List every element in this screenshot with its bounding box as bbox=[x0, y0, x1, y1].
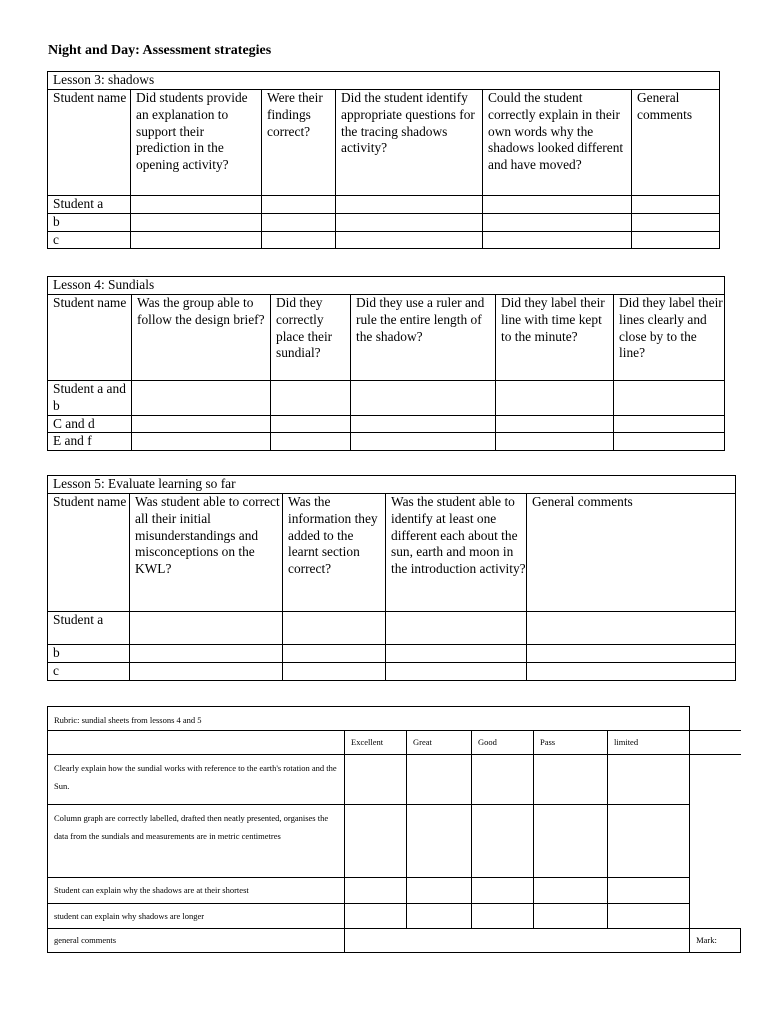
answer-cell[interactable] bbox=[283, 645, 386, 663]
general-comments-field[interactable] bbox=[345, 929, 690, 953]
criterion-label: Student can explain why the shadows are at their shortest bbox=[48, 878, 345, 904]
column-header: Was the information they added to the learnt section correct? bbox=[283, 494, 386, 612]
column-header: Did they correctly place their sundial? bbox=[271, 295, 351, 381]
answer-cell[interactable] bbox=[614, 433, 725, 451]
answer-cell[interactable] bbox=[351, 415, 496, 433]
rubric-cell[interactable] bbox=[345, 878, 407, 904]
spacer-cell bbox=[690, 731, 741, 755]
answer-cell[interactable] bbox=[283, 662, 386, 680]
answer-cell[interactable] bbox=[614, 381, 725, 416]
row-label: b bbox=[48, 645, 130, 663]
spacer-cell bbox=[690, 755, 741, 805]
column-header: Did they label their lines clearly and close by to the line? bbox=[614, 295, 725, 381]
spacer-cell bbox=[690, 904, 741, 929]
answer-cell[interactable] bbox=[632, 213, 720, 231]
answer-cell[interactable] bbox=[386, 645, 527, 663]
table-row bbox=[48, 612, 736, 645]
criterion-label: Column graph are correctly labelled, drafted then neatly presented, organises the data from the sundials and measurements are in metric centimetres bbox=[48, 805, 345, 878]
answer-cell[interactable] bbox=[386, 662, 527, 680]
column-header: Did the student identify appropriate questions for the tracing shadows activity? bbox=[336, 90, 483, 196]
answer-cell[interactable] bbox=[614, 415, 725, 433]
lesson-3-heading: Lesson 3: shadows bbox=[48, 72, 720, 90]
answer-cell[interactable] bbox=[386, 612, 527, 645]
column-header: Was student able to correct all their initial misunderstandings and misconceptions on the KWL? bbox=[130, 494, 283, 612]
row-label: Student a bbox=[48, 612, 130, 645]
table-row bbox=[48, 662, 736, 680]
rubric-cell[interactable] bbox=[472, 904, 534, 929]
table-row bbox=[48, 433, 725, 451]
answer-cell[interactable] bbox=[527, 662, 736, 680]
column-header: Did they label their line with time kept to the minute? bbox=[496, 295, 614, 381]
rubric-cell[interactable] bbox=[407, 904, 472, 929]
rubric-cell[interactable] bbox=[534, 904, 608, 929]
column-header: Could the student correctly explain in their own words why the shadows looked different and have moved? bbox=[483, 90, 632, 196]
column-header: Was the student able to identify at least one different each about the sun, earth and moon in the introduction activity? bbox=[386, 494, 527, 612]
lesson-4-heading: Lesson 4: Sundials bbox=[48, 277, 725, 295]
table-row bbox=[48, 645, 736, 663]
answer-cell[interactable] bbox=[496, 415, 614, 433]
column-header: General comments bbox=[632, 90, 720, 196]
rubric-cell[interactable] bbox=[472, 755, 534, 805]
table-row bbox=[48, 904, 741, 929]
table-row bbox=[48, 755, 741, 805]
answer-cell[interactable] bbox=[336, 231, 483, 249]
answer-cell[interactable] bbox=[132, 381, 271, 416]
answer-cell[interactable] bbox=[351, 433, 496, 451]
answer-cell[interactable] bbox=[496, 433, 614, 451]
level-header: limited bbox=[608, 731, 690, 755]
answer-cell[interactable] bbox=[271, 415, 351, 433]
answer-cell[interactable] bbox=[336, 196, 483, 214]
answer-cell[interactable] bbox=[527, 612, 736, 645]
answer-cell[interactable] bbox=[131, 196, 262, 214]
table-row bbox=[48, 878, 741, 904]
level-header: Good bbox=[472, 731, 534, 755]
column-header: Student name bbox=[48, 295, 132, 381]
table-row bbox=[48, 213, 720, 231]
rubric-cell[interactable] bbox=[345, 755, 407, 805]
rubric-cell[interactable] bbox=[608, 878, 690, 904]
answer-cell[interactable] bbox=[632, 196, 720, 214]
row-label: b bbox=[48, 213, 131, 231]
answer-cell[interactable] bbox=[130, 612, 283, 645]
answer-cell[interactable] bbox=[283, 612, 386, 645]
answer-cell[interactable] bbox=[483, 231, 632, 249]
column-header: Student name bbox=[48, 90, 131, 196]
criterion-label: Clearly explain how the sundial works with reference to the earth's rotation and the Sun. bbox=[48, 755, 345, 805]
rubric-cell[interactable] bbox=[345, 904, 407, 929]
spacer-cell bbox=[690, 878, 741, 904]
table-row bbox=[48, 805, 741, 878]
corner-cell bbox=[48, 731, 345, 755]
rubric-cell[interactable] bbox=[534, 878, 608, 904]
answer-cell[interactable] bbox=[496, 381, 614, 416]
mark-field[interactable]: Mark: bbox=[690, 929, 741, 953]
column-header: Were their findings correct? bbox=[262, 90, 336, 196]
answer-cell[interactable] bbox=[527, 645, 736, 663]
column-header: Was the group able to follow the design brief? bbox=[132, 295, 271, 381]
table-row bbox=[48, 381, 725, 416]
rubric-cell[interactable] bbox=[472, 805, 534, 878]
row-label: Student a bbox=[48, 196, 131, 214]
rubric-cell[interactable] bbox=[608, 805, 690, 878]
rubric-heading: Rubric: sundial sheets from lessons 4 and 5 bbox=[48, 707, 690, 731]
row-label: c bbox=[48, 662, 130, 680]
answer-cell[interactable] bbox=[262, 196, 336, 214]
answer-cell[interactable] bbox=[271, 433, 351, 451]
rubric-cell[interactable] bbox=[345, 805, 407, 878]
answer-cell[interactable] bbox=[131, 213, 262, 231]
row-label: E and f bbox=[48, 433, 132, 451]
answer-cell[interactable] bbox=[130, 662, 283, 680]
column-header: Did students provide an explanation to support their prediction in the opening activity? bbox=[131, 90, 262, 196]
answer-cell[interactable] bbox=[131, 231, 262, 249]
answer-cell[interactable] bbox=[130, 645, 283, 663]
answer-cell[interactable] bbox=[632, 231, 720, 249]
column-header: Student name bbox=[48, 494, 130, 612]
general-comments-label: general comments bbox=[48, 929, 345, 953]
lesson-5-heading: Lesson 5: Evaluate learning so far bbox=[48, 476, 736, 494]
answer-cell[interactable] bbox=[262, 231, 336, 249]
criterion-label: student can explain why shadows are longer bbox=[48, 904, 345, 929]
rubric-cell[interactable] bbox=[534, 805, 608, 878]
spacer-cell bbox=[690, 805, 741, 878]
level-header: Pass bbox=[534, 731, 608, 755]
lesson-4-table bbox=[47, 276, 725, 451]
answer-cell[interactable] bbox=[262, 213, 336, 231]
rubric-table bbox=[47, 706, 741, 953]
rubric-cell[interactable] bbox=[407, 878, 472, 904]
rubric-cell[interactable] bbox=[534, 755, 608, 805]
column-header: General comments bbox=[527, 494, 736, 612]
column-header: Did they use a ruler and rule the entire length of the shadow? bbox=[351, 295, 496, 381]
answer-cell[interactable] bbox=[351, 381, 496, 416]
level-header: Great bbox=[407, 731, 472, 755]
table-row bbox=[48, 415, 725, 433]
answer-cell[interactable] bbox=[271, 381, 351, 416]
lesson-5-table bbox=[47, 475, 736, 681]
answer-cell[interactable] bbox=[483, 196, 632, 214]
answer-cell[interactable] bbox=[483, 213, 632, 231]
level-header: Excellent bbox=[345, 731, 407, 755]
spacer-cell bbox=[690, 707, 741, 731]
table-row bbox=[48, 196, 720, 214]
rubric-cell[interactable] bbox=[608, 904, 690, 929]
lesson-3-table bbox=[47, 71, 720, 249]
answer-cell[interactable] bbox=[336, 213, 483, 231]
answer-cell[interactable] bbox=[132, 433, 271, 451]
rubric-cell[interactable] bbox=[407, 755, 472, 805]
rubric-cell[interactable] bbox=[407, 805, 472, 878]
row-label: C and d bbox=[48, 415, 132, 433]
table-row bbox=[48, 231, 720, 249]
row-label: c bbox=[48, 231, 131, 249]
page-title: Night and Day: Assessment strategies bbox=[48, 43, 272, 58]
answer-cell[interactable] bbox=[132, 415, 271, 433]
row-label: Student a and b bbox=[48, 381, 132, 416]
rubric-cell[interactable] bbox=[608, 755, 690, 805]
rubric-cell[interactable] bbox=[472, 878, 534, 904]
